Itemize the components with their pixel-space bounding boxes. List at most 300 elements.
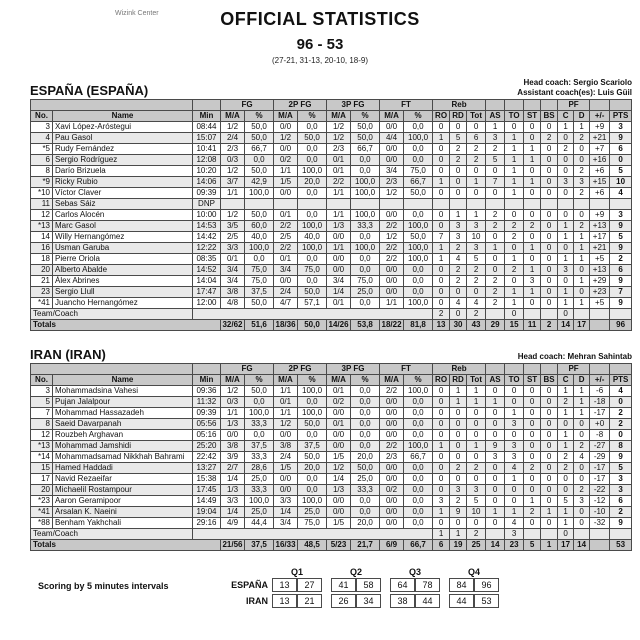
stat-cell: 2 [450,243,467,254]
final-score: 96 - 53 [296,36,344,53]
stat-cell: 33,3 [351,485,380,496]
stat-cell [245,199,274,210]
stat-cell: 1 [524,144,541,155]
team-section-iran [30,347,632,551]
stat-cell: +17 [590,232,610,243]
stat-cell: 6 [467,133,486,144]
stat-cell: 66,7 [404,540,433,551]
stat-cell: 0 [433,221,450,232]
stat-cell: 0 [467,188,486,199]
stat-cell: 1 [486,507,505,518]
stat-cell: 0/2 [327,397,351,408]
stat-cell: 7 [433,232,450,243]
stat-cell: 50,0 [404,188,433,199]
col-pf-d: D [574,111,590,122]
stat-cell: 2 [558,463,574,474]
col-pts: PTS [610,111,632,122]
stat-cell: 2 [450,265,467,276]
stat-cell: 3 [505,529,524,540]
stat-cell: 0 [610,430,632,441]
col-group-ft: FT [380,100,433,111]
stat-cell: 0 [505,276,524,287]
stat-cell: 1/2 [221,210,245,221]
stat-cell: 0 [486,232,505,243]
stat-cell: 96 [610,320,632,331]
stat-cell: 1 [558,232,574,243]
stat-cell: 50,0 [245,133,274,144]
stat-cell: 0 [450,188,467,199]
stat-cell: 15 [505,320,524,331]
stat-cell: 1 [505,133,524,144]
stat-cell: 2 [433,309,450,320]
stat-cell: 0 [433,408,450,419]
stat-cell: 0 [524,232,541,243]
stat-cell: 50,0 [298,452,327,463]
player-name: Rouzbeh Arghavan [53,430,193,441]
stat-cell: 1 [558,298,574,309]
header-blank [610,100,632,111]
player-number: 17 [31,474,53,485]
stat-cell: 5 [524,540,541,551]
stat-cell: 17 [558,540,574,551]
stat-cell: 0 [433,298,450,309]
header-blank [590,364,610,375]
stat-cell: 1 [467,177,486,188]
stat-cell: 3 [450,232,467,243]
stat-cell: 20,0 [351,518,380,529]
stat-cell: 100,0 [351,177,380,188]
col-bs: BS [541,375,558,386]
stat-cell: 1 [505,177,524,188]
stat-cell: 1 [558,386,574,397]
stat-cell: 1 [505,287,524,298]
stat-cell: 0/0 [327,232,351,243]
stat-cell: -12 [590,496,610,507]
stat-cell: 2 [610,507,632,518]
stat-cell: 0 [486,474,505,485]
stat-cell: 0 [524,210,541,221]
stat-cell: 75,0 [298,518,327,529]
stat-cell: 0 [541,452,558,463]
stat-cell [574,309,590,320]
stat-cell: 1/4 [221,507,245,518]
stat-cell: 0,0 [245,155,274,166]
stat-cell: 1/1 [380,298,404,309]
stat-cell: 0 [467,430,486,441]
quarter-score-cell: 34 [356,594,381,608]
header-columns-row [31,111,632,122]
stat-cell: 2 [450,496,467,507]
stat-cell: 2 [505,265,524,276]
col-group-2p: 2P FG [274,100,327,111]
stat-cell: +9 [590,122,610,133]
player-name: Sebas Sáiz [53,199,193,210]
stat-cell: 2 [505,232,524,243]
minutes: 08:35 [193,254,221,265]
stat-cell: 2/5 [221,232,245,243]
stat-cell: 50,0 [298,320,327,331]
stat-cell: +6 [590,166,610,177]
stat-cell [590,199,610,210]
stat-cell: 1 [541,507,558,518]
stat-cell: 0/1 [327,298,351,309]
stat-cell: 0,0 [404,144,433,155]
quarter-score-pair [390,578,440,592]
col-to: TO [505,375,524,386]
stat-cell: 0,0 [404,485,433,496]
stat-cell: 0/0 [380,419,404,430]
stat-cell: 0 [574,518,590,529]
stat-cell: 50,0 [245,386,274,397]
stat-cell: 3 [610,210,632,221]
stat-cell: 3 [467,243,486,254]
stat-cell: 0 [467,518,486,529]
quarter-score-cell: 44 [449,594,474,608]
stat-cell: 1 [574,276,590,287]
stat-cell: 3 [574,496,590,507]
stat-cell: 0 [558,188,574,199]
stat-cell: -17 [590,463,610,474]
stat-cell: 2 [486,287,505,298]
minutes: 11:32 [193,397,221,408]
stat-cell: 50,0 [351,122,380,133]
stat-cell: 0 [574,144,590,155]
head-coach-line: Head coach: Sergio Scariolo [523,78,632,87]
stat-cell: 2 [524,221,541,232]
player-name: Pierre Oriola [53,254,193,265]
stat-cell: 6 [610,265,632,276]
minutes: 14:04 [193,276,221,287]
stat-cell: 0 [467,287,486,298]
col-fg-pct: % [245,375,274,386]
player-name: Carlos Alocén [53,210,193,221]
stat-cell: 0 [541,419,558,430]
minutes: 09:36 [193,386,221,397]
stat-cell: 0/0 [274,276,298,287]
stat-cell: 2 [467,265,486,276]
minutes: 29:16 [193,518,221,529]
player-name: Álex Abrines [53,276,193,287]
quarter-score-cell: 84 [449,578,474,592]
minutes: 19:04 [193,507,221,518]
stat-cell: +5 [590,254,610,265]
stat-cell: 1/1 [274,166,298,177]
quarter-score-pair [449,578,499,592]
stat-cell: 0/3 [221,155,245,166]
stat-cell [610,529,632,540]
stat-cell: 2/2 [380,254,404,265]
player-number: *13 [31,221,53,232]
stat-cell: 0 [433,386,450,397]
stat-cell: -10 [590,507,610,518]
stat-cell: 75,0 [351,276,380,287]
stat-cell: 33,3 [245,452,274,463]
stat-cell: 1 [574,243,590,254]
stat-cell: 0,0 [298,144,327,155]
stat-cell: 0 [505,243,524,254]
header-blank [31,100,193,111]
stat-cell: 3 [486,133,505,144]
player-name: Arsalan K. Naeini [53,507,193,518]
stat-cell: 3 [505,419,524,430]
stat-cell: 0/0 [380,122,404,133]
stat-cell: 14 [486,540,505,551]
stat-cell: 75,0 [245,265,274,276]
stat-cell: +15 [590,177,610,188]
stat-cell: -17 [590,474,610,485]
stat-cell: +5 [590,298,610,309]
stat-cell: 0,0 [404,419,433,430]
player-row [31,199,632,210]
stat-cell: 10 [467,507,486,518]
stat-cell: 9 [486,441,505,452]
player-number: *5 [31,144,53,155]
stat-cell: 1 [450,529,467,540]
stat-cell: 2 [467,529,486,540]
stat-cell: 0/0 [380,287,404,298]
stat-cell: 0,0 [298,254,327,265]
stat-cell: 5 [610,232,632,243]
stat-cell: 0 [524,298,541,309]
stat-cell: 0 [505,496,524,507]
stat-cell: 1 [524,287,541,298]
stat-cell: 0/0 [380,463,404,474]
player-row [31,518,632,529]
player-name: Usman Garuba [53,243,193,254]
minutes: 14:06 [193,177,221,188]
stat-cell: 6 [433,540,450,551]
stat-cell: 0,0 [351,298,380,309]
quarter-label: Q2 [349,567,362,577]
stat-cell: 1 [486,122,505,133]
stat-cell: 0/0 [380,430,404,441]
stat-cell: 1/4 [274,507,298,518]
stat-cell: 0 [486,386,505,397]
stat-cell: 0 [486,254,505,265]
stat-cell: 0 [541,232,558,243]
stat-cell [590,309,610,320]
stat-cell: 0 [486,496,505,507]
stat-cell: 0,0 [404,463,433,474]
stat-cell: 1/3 [327,485,351,496]
stat-cell: 50,0 [351,133,380,144]
col-group-fg: FG [221,364,274,375]
stat-cell: 66,7 [404,177,433,188]
stat-cell [541,529,558,540]
stat-cell: 2/7 [221,463,245,474]
stat-cell: 0,0 [298,397,327,408]
stat-cell: 25,0 [351,474,380,485]
minutes: DNP [193,199,221,210]
stat-cell: 0 [524,419,541,430]
stat-cell: 3/4 [221,276,245,287]
player-row [31,496,632,507]
stat-cell: 0/1 [274,254,298,265]
col-group-ft: FT [380,364,433,375]
stat-cell: 0/0 [380,155,404,166]
stat-cell: 1 [505,155,524,166]
stat-cell: 4 [450,254,467,265]
stat-cell: 0 [574,463,590,474]
player-row [31,419,632,430]
quarter-score-cell: 96 [474,578,499,592]
header-blank [486,364,505,375]
stat-cell: 21,7 [351,540,380,551]
player-number: 21 [31,276,53,287]
stat-cell: 43 [467,320,486,331]
stat-cell: 0 [450,474,467,485]
stat-cell: 0/0 [221,430,245,441]
player-row [31,430,632,441]
stat-cell: 16/33 [275,540,296,549]
quarter-score-cell: 27 [297,578,322,592]
stat-cell: 40,0 [245,232,274,243]
stat-cell: 1/1 [274,386,298,397]
stat-cell: 2 [450,463,467,474]
stat-cell: 0 [433,210,450,221]
stat-cell: 2 [486,210,505,221]
header-blank [541,364,558,375]
stat-cell: 4 [450,298,467,309]
player-row [31,166,632,177]
stat-cell: 2/2 [274,221,298,232]
stat-cell: 0,0 [404,474,433,485]
stat-cell: 3 [450,221,467,232]
player-name: Navid Rezaeifar [53,474,193,485]
stat-cell: 0,0 [404,210,433,221]
stat-cell: 3/7 [221,177,245,188]
stat-cell: 37,5 [245,287,274,298]
minutes: 13:27 [193,463,221,474]
player-row [31,210,632,221]
stat-cell: 2/2 [380,221,404,232]
header-blank [505,364,524,375]
stat-cell: 3/3 [221,243,245,254]
stat-cell: 2 [574,166,590,177]
stat-cell: 50,0 [245,166,274,177]
stat-cell: -29 [590,452,610,463]
stat-cell: 1/5 [327,518,351,529]
stat-cell: 0 [541,243,558,254]
player-number: 4 [31,133,53,144]
stat-cell: 2 [450,155,467,166]
stat-cell: 4/8 [221,298,245,309]
stat-cell: -8 [590,430,610,441]
stat-cell: 100,0 [404,254,433,265]
stat-cell: 0 [541,386,558,397]
player-name: Mohammadsina Vahesi [53,386,193,397]
stat-cell: 0/0 [380,474,404,485]
stat-cell: 1 [558,254,574,265]
stat-cell: 2 [467,276,486,287]
player-number: 23 [31,287,53,298]
player-row [31,441,632,452]
stat-cell: 1/4 [327,287,351,298]
minutes: 14:52 [193,265,221,276]
col-ft-pct: % [404,111,433,122]
stat-cell: 25,0 [298,507,327,518]
stat-cell: 0,0 [351,166,380,177]
player-name: Benham Yakhchali [53,518,193,529]
stat-cell: 11 [524,320,541,331]
stat-cell: 21/56 [222,540,243,549]
stat-cell: 0 [433,397,450,408]
stat-cell: 0/1 [327,155,351,166]
assistant-coach-line: Assistant coach(es): Luis Güil [517,88,632,97]
blank-cell [193,529,433,540]
stat-cell: 0 [524,408,541,419]
stat-cell: 5 [450,133,467,144]
stat-cell: 0 [610,155,632,166]
stat-cell: 75,0 [404,166,433,177]
player-row [31,243,632,254]
stat-cell: 0 [574,430,590,441]
stat-cell: 3 [524,276,541,287]
stat-cell: 0 [450,430,467,441]
stat-cell: 0/0 [327,496,351,507]
stat-cell: 50,0 [404,232,433,243]
stat-cell: 0/0 [274,485,298,496]
col-2p-ma: M/A [274,111,298,122]
col-group-pf: PF [558,364,590,375]
stat-cell: 100,0 [351,188,380,199]
stat-cell: 0/0 [327,265,351,276]
stat-cell: +29 [590,276,610,287]
stat-cell: 100,0 [351,243,380,254]
stat-cell: 2 [574,221,590,232]
stat-cell: 1 [524,265,541,276]
stat-cell: 50,0 [245,298,274,309]
stat-cell: 0 [433,474,450,485]
stat-cell: 2 [541,320,558,331]
player-number: *14 [31,452,53,463]
stat-cell: 1 [574,397,590,408]
stat-cell: 1/2 [380,232,404,243]
stat-cell: 0 [524,485,541,496]
stat-cell: 1/1 [221,188,245,199]
stat-cell: -22 [590,485,610,496]
stat-cell: 2 [467,309,486,320]
stat-cell: 0 [505,122,524,133]
quarter-score-cell: 44 [415,594,440,608]
quarter-score-pair [449,594,499,608]
stat-cell: 0 [541,188,558,199]
stat-cell: 100,0 [404,133,433,144]
minutes: 10:00 [193,210,221,221]
stat-cell: 0 [558,276,574,287]
stat-cell: 25,0 [245,474,274,485]
stat-cell: 1 [524,155,541,166]
totals-row [31,320,632,331]
stat-cell: 0,0 [351,265,380,276]
player-number: 12 [31,430,53,441]
stat-cell: 0,0 [351,254,380,265]
stat-cell: 1 [574,232,590,243]
stat-cell: 66,7 [245,144,274,155]
stat-cell: 0,0 [298,188,327,199]
stat-cell: 0/0 [380,518,404,529]
stat-cell: 0 [486,408,505,419]
player-row [31,452,632,463]
stat-cell: 3 [505,452,524,463]
stat-cell: 1 [574,254,590,265]
minutes: 10:20 [193,166,221,177]
stat-cell: 0 [524,397,541,408]
stat-cell: 1 [505,254,524,265]
stat-cell: 0/0 [274,144,298,155]
stat-cell: 2 [486,221,505,232]
stat-cell: 0,0 [351,155,380,166]
